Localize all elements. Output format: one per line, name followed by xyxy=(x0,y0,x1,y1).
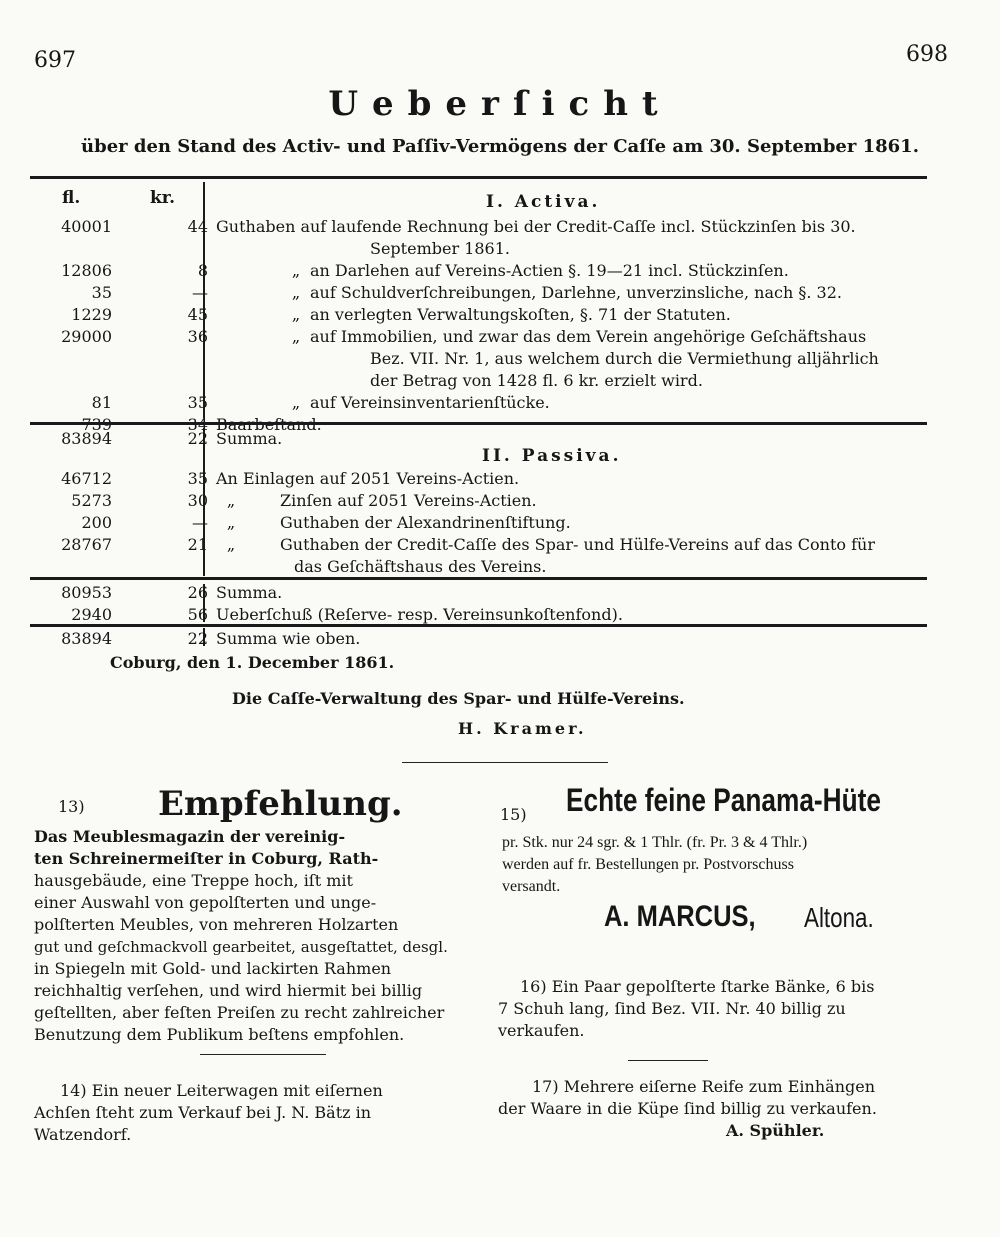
sum-label: Summa. xyxy=(216,429,283,448)
amount-kr: 36 xyxy=(187,327,208,346)
row-description: das Geſchäftshaus des Vereins. xyxy=(294,557,547,576)
separator-line xyxy=(628,1060,708,1061)
amount-kr: 35 xyxy=(187,393,208,412)
row-description: Guthaben der Credit-Caſſe des Spar- und Hülfe-Vereins auf das Conto für xyxy=(280,535,875,554)
ditto-mark: „ xyxy=(291,393,301,412)
ad-number-13: 13) xyxy=(58,797,85,816)
amount-kr: 44 xyxy=(187,217,208,236)
amount-kr: — xyxy=(192,513,208,532)
ad-body-baenke xyxy=(498,976,942,1042)
ad-line: einer Auswahl von gepolſterten und unge- xyxy=(34,893,377,912)
table-row xyxy=(30,534,940,556)
ad-line: gut und geſchmackvoll gearbeitet, ausgeſtattet, desgl. xyxy=(34,938,448,956)
ad-line: pr. Stk. nur 24 sgr. & 1 Thlr. (fr. Pr. 3 & 4 Thlr.) xyxy=(502,834,808,851)
amount-fl: 739 xyxy=(81,415,112,434)
ad-line: verkaufen. xyxy=(498,1021,585,1040)
sum-fl: 80953 xyxy=(61,583,112,602)
ad-line: 7 Schuh lang, ſind Bez. VII. Nr. 40 billig zu xyxy=(498,999,846,1018)
row-description: Guthaben der Alexandrinenſtiftung. xyxy=(280,513,571,532)
ad-line: ten Schreinermeiſter in Coburg, Rath- xyxy=(34,849,379,868)
table-row xyxy=(30,468,940,490)
ad-number-15: 15) xyxy=(500,805,527,824)
amount-fl: 29000 xyxy=(61,327,112,346)
ad-line: polſterten Meubles, von mehreren Holzarten xyxy=(34,915,399,934)
amount-fl: 40001 xyxy=(61,217,112,236)
table-row xyxy=(30,326,940,348)
total-label: Summa wie oben. xyxy=(216,629,361,648)
ad-body-leiterwagen xyxy=(34,1080,480,1146)
amount-fl: 28767 xyxy=(61,535,112,554)
sum-rule xyxy=(30,422,927,425)
amount-fl: 35 xyxy=(91,283,112,302)
sum-rule xyxy=(30,577,927,580)
ad-line: geſtellten, aber feſten Preiſen zu recht zahlreicher xyxy=(34,1003,445,1022)
table-row xyxy=(30,282,940,304)
row-description: auf Immobilien, und zwar das dem Verein angehörige Geſchäftshaus xyxy=(310,327,867,346)
row-description: Guthaben auf laufende Rechnung bei der Credit-Caſſe incl. Stückzinſen bis 30. xyxy=(216,217,856,236)
total-row xyxy=(30,628,940,650)
surplus-label: Ueberſchuß (Reſerve- resp. Vereinsunkoſtenfond). xyxy=(216,605,623,624)
row-description: auf Vereinsinventarienſtücke. xyxy=(310,393,550,412)
amount-kr: 8 xyxy=(197,261,208,280)
total-fl: 83894 xyxy=(61,629,112,648)
table-row xyxy=(30,238,940,260)
amount-fl: 81 xyxy=(91,393,112,412)
ad-body-panama xyxy=(502,832,942,898)
ad-line: hausgebäude, eine Treppe hoch, iſt mit xyxy=(34,871,353,890)
amount-fl: 5273 xyxy=(71,491,112,510)
sum-kr: 22 xyxy=(187,429,208,448)
document-title: Ueberſicht xyxy=(328,84,672,124)
amount-kr: — xyxy=(192,283,208,302)
table-top-rule xyxy=(30,176,927,179)
amount-kr: 35 xyxy=(187,469,208,488)
row-description: September 1861. xyxy=(370,239,510,258)
sum-kr: 26 xyxy=(187,583,208,602)
sum-label: Summa. xyxy=(216,583,283,602)
amount-kr: 21 xyxy=(187,535,208,554)
table-row xyxy=(30,370,940,392)
ad-line: versandt. xyxy=(502,878,561,895)
separator-line xyxy=(200,1054,326,1055)
ditto-mark: „ xyxy=(291,261,301,280)
ad-heading-empfehlung: Empfehlung. xyxy=(158,784,403,824)
firm-place: Altona. xyxy=(804,902,874,933)
column-header-fl: fl. xyxy=(62,188,81,208)
row-description: An Einlagen auf 2051 Vereins-Actien. xyxy=(216,469,520,488)
amount-fl: 12806 xyxy=(61,261,112,280)
amount-kr: 30 xyxy=(187,491,208,510)
table-row xyxy=(30,556,940,578)
sum-rule xyxy=(30,624,927,627)
ditto-mark: „ xyxy=(226,491,236,510)
amount-kr: 45 xyxy=(187,305,208,324)
page-number-left: 697 xyxy=(34,48,76,73)
column-header-kr: kr. xyxy=(150,188,176,208)
ad-line: Das Meublesmagazin der vereinig- xyxy=(34,827,346,846)
ditto-mark: „ xyxy=(291,305,301,324)
ad-line: Watzendorf. xyxy=(34,1125,132,1144)
table-row xyxy=(30,260,940,282)
row-description: an Darlehen auf Vereins-Actien §. 19—21 incl. Stückzinſen. xyxy=(310,261,789,280)
ad-body-meublesmagazin xyxy=(34,826,480,1046)
ad-line: 16) Ein Paar gepolſterte ſtarke Bänke, 6 bis xyxy=(520,977,875,996)
section-activa: I. Activa. xyxy=(486,192,601,212)
table-row xyxy=(30,512,940,534)
ditto-mark: „ xyxy=(291,283,301,302)
ad-line: 14) Ein neuer Leiterwagen mit eiſernen xyxy=(60,1081,383,1100)
ditto-mark: „ xyxy=(291,327,301,346)
place-date: Coburg, den 1. December 1861. xyxy=(110,653,395,672)
ditto-mark: „ xyxy=(226,535,236,554)
surplus-row xyxy=(30,604,940,626)
row-description: Baarbeſtand. xyxy=(216,415,322,434)
row-description: auf Schuldverſchreibungen, Darlehne, unverzinsliche, nach §. 32. xyxy=(310,283,842,302)
ad-line: Achſen ſteht zum Verkauf bei J. N. Bätz in xyxy=(34,1103,372,1122)
sum-fl: 83894 xyxy=(61,429,112,448)
ditto-mark: „ xyxy=(226,513,236,532)
separator-line xyxy=(402,762,608,763)
row-description: Zinſen auf 2051 Vereins-Actien. xyxy=(280,491,537,510)
ad-line: der Waare in die Küpe ſind billig zu verkaufen. xyxy=(498,1099,877,1118)
signature-kramer: H. Kramer. xyxy=(458,719,587,738)
issuing-authority: Die Caſſe-Verwaltung des Spar- und Hülfe-Vereins. xyxy=(232,689,685,708)
signature-spuehler: A. Spühler. xyxy=(726,1121,825,1140)
table-row xyxy=(30,348,940,370)
surplus-kr: 56 xyxy=(187,605,208,624)
amount-fl: 200 xyxy=(81,513,112,532)
total-kr: 22 xyxy=(187,629,208,648)
amount-kr: 34 xyxy=(187,415,208,434)
sum-row xyxy=(30,582,940,604)
ad-line: in Spiegeln mit Gold- und lackirten Rahmen xyxy=(34,959,392,978)
amount-fl: 1229 xyxy=(71,305,112,324)
ad-body-reife xyxy=(498,1076,942,1120)
row-description: der Betrag von 1428 fl. 6 kr. erzielt wird. xyxy=(370,371,703,390)
table-row xyxy=(30,304,940,326)
ad-line: werden auf fr. Bestellungen pr. Postvorschuss xyxy=(502,856,794,873)
amount-fl: 46712 xyxy=(61,469,112,488)
ad-line: reichhaltig verſehen, und wird hiermit bei billig xyxy=(34,981,423,1000)
ad-line: Benutzung dem Publikum beſtens empfohlen. xyxy=(34,1025,405,1044)
row-description: Bez. VII. Nr. 1, aus welchem durch die Vermiethung alljährlich xyxy=(370,349,879,368)
firm-name: A. MARCUS, xyxy=(604,900,756,933)
row-description: an verlegten Verwaltungskoſten, §. 71 der Statuten. xyxy=(310,305,731,324)
table-row xyxy=(30,216,940,238)
table-row xyxy=(30,392,940,414)
ad-line: 17) Mehrere eiſerne Reife zum Einhängen xyxy=(532,1077,876,1096)
table-row xyxy=(30,490,940,512)
section-passiva: II. Passiva. xyxy=(482,446,622,466)
page-number-right: 698 xyxy=(906,42,948,67)
document-subtitle: über den Stand des Activ- und Paſſiv-Vermögens der Caſſe am 30. September 1861. xyxy=(81,136,919,157)
ad-heading-panama: Echte feine Panama-Hüte xyxy=(566,782,881,818)
surplus-fl: 2940 xyxy=(71,605,112,624)
